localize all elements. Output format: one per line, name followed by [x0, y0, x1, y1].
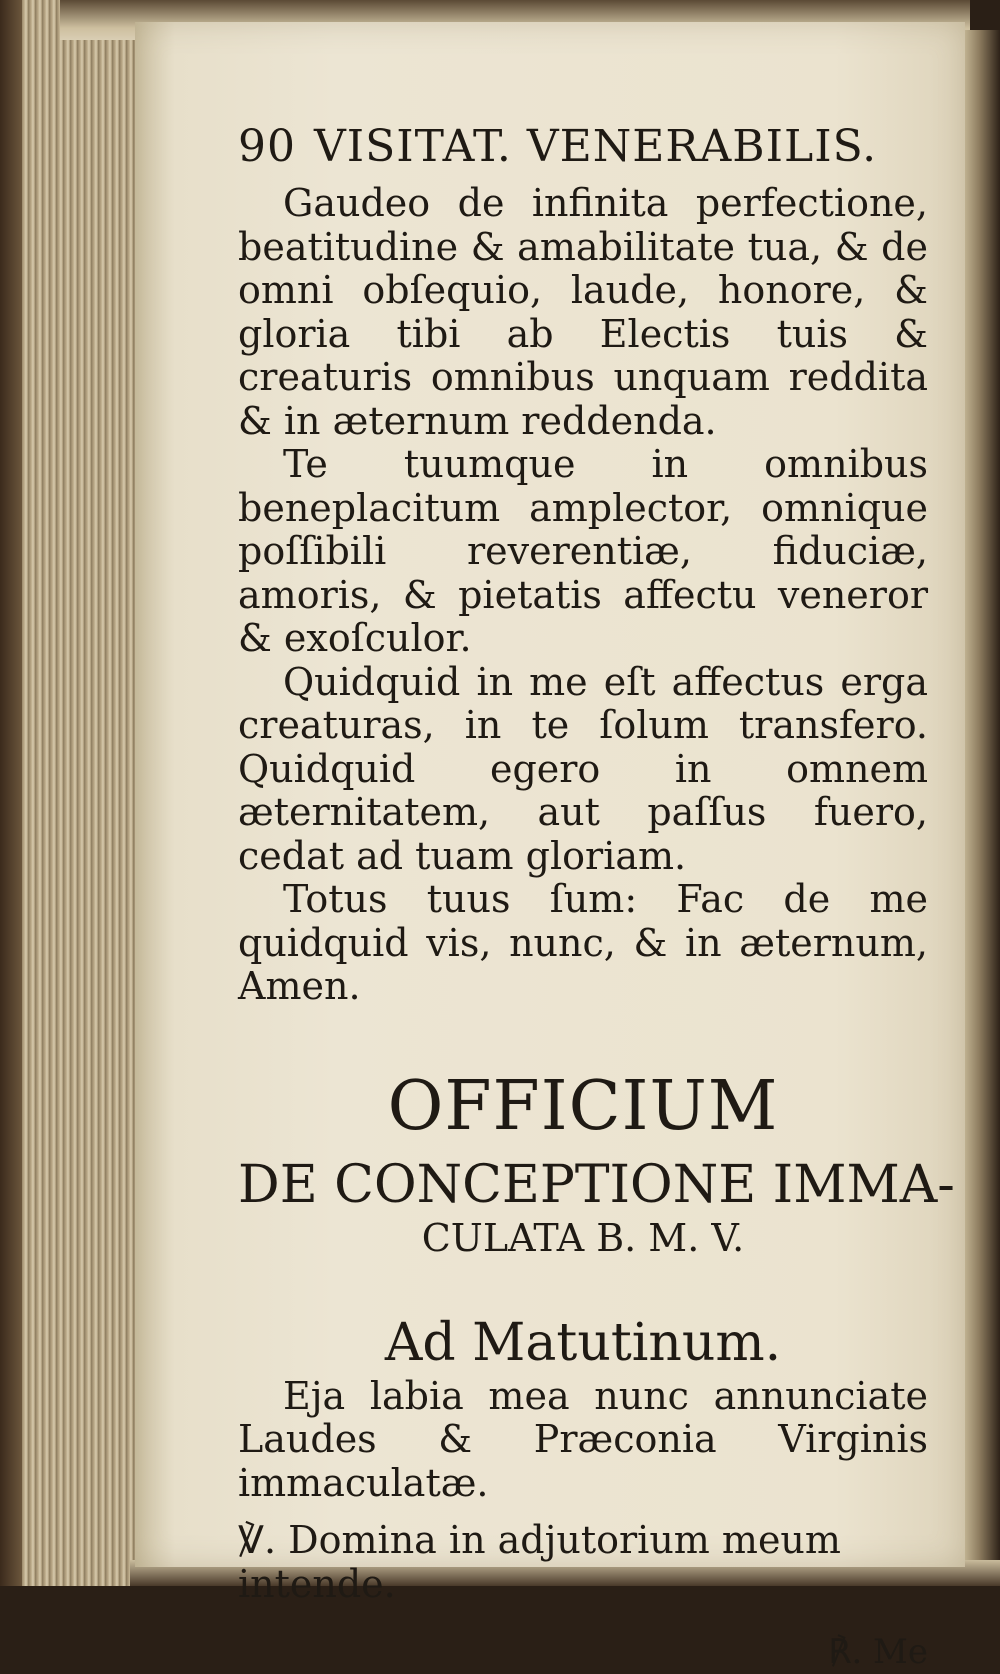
book-fore-edge	[0, 0, 150, 1586]
hour-heading: Ad Matutinum.	[384, 1312, 782, 1373]
office-subtitle-line2: CULATA B. M. V.	[421, 1215, 745, 1260]
prayer-paragraph: Gaudeo de infinita perfectione, beatitudine & amabilitate tua, & de omni obſequio, laude, honore, & gloria tibi ab Electis tuis & creaturis omnibus unquam reddita & in æternum reddenda.	[238, 181, 928, 443]
versicle	[238, 1519, 928, 1606]
versicle-text: Domina in adjutorium meum intende.	[238, 1518, 841, 1606]
prayer-paragraph: Totus tuus ſum: Fac de me quidquid vis, nunc, & in æternum, Amen.	[238, 877, 928, 1008]
office-subtitle-line1: DE CONCEPTIONE IMMA-	[238, 1154, 955, 1215]
catchword: ℟. Me	[828, 1632, 928, 1672]
office-title: OFFICIUM	[387, 1066, 779, 1146]
prayer-paragraph: Te tuumque in omnibus beneplacitum amplector, omnique poſſibili reverentiæ, fiduciæ, amoris, & pietatis affectu veneror & exoſculor.	[238, 442, 928, 660]
page-content	[238, 112, 955, 1674]
versicle-symbol: ℣.	[238, 1518, 277, 1562]
opening-verse: Eja labia mea nunc annunciate Laudes & Præconia Virginis immaculatæ.	[238, 1373, 928, 1505]
page-gutter	[965, 30, 1000, 1586]
page-number: 90	[238, 121, 296, 172]
running-header	[238, 112, 928, 182]
book-cover-edge	[0, 0, 22, 1586]
prayer-paragraph: Quidquid in me eſt affectus erga creaturas, in te ſolum transfero. Quidquid egero in omnem æternitatem, aut paſſus fuero, cedat ad tuam gloriam.	[238, 659, 928, 878]
running-title: VISITAT. VENERABILIS.	[314, 121, 878, 172]
